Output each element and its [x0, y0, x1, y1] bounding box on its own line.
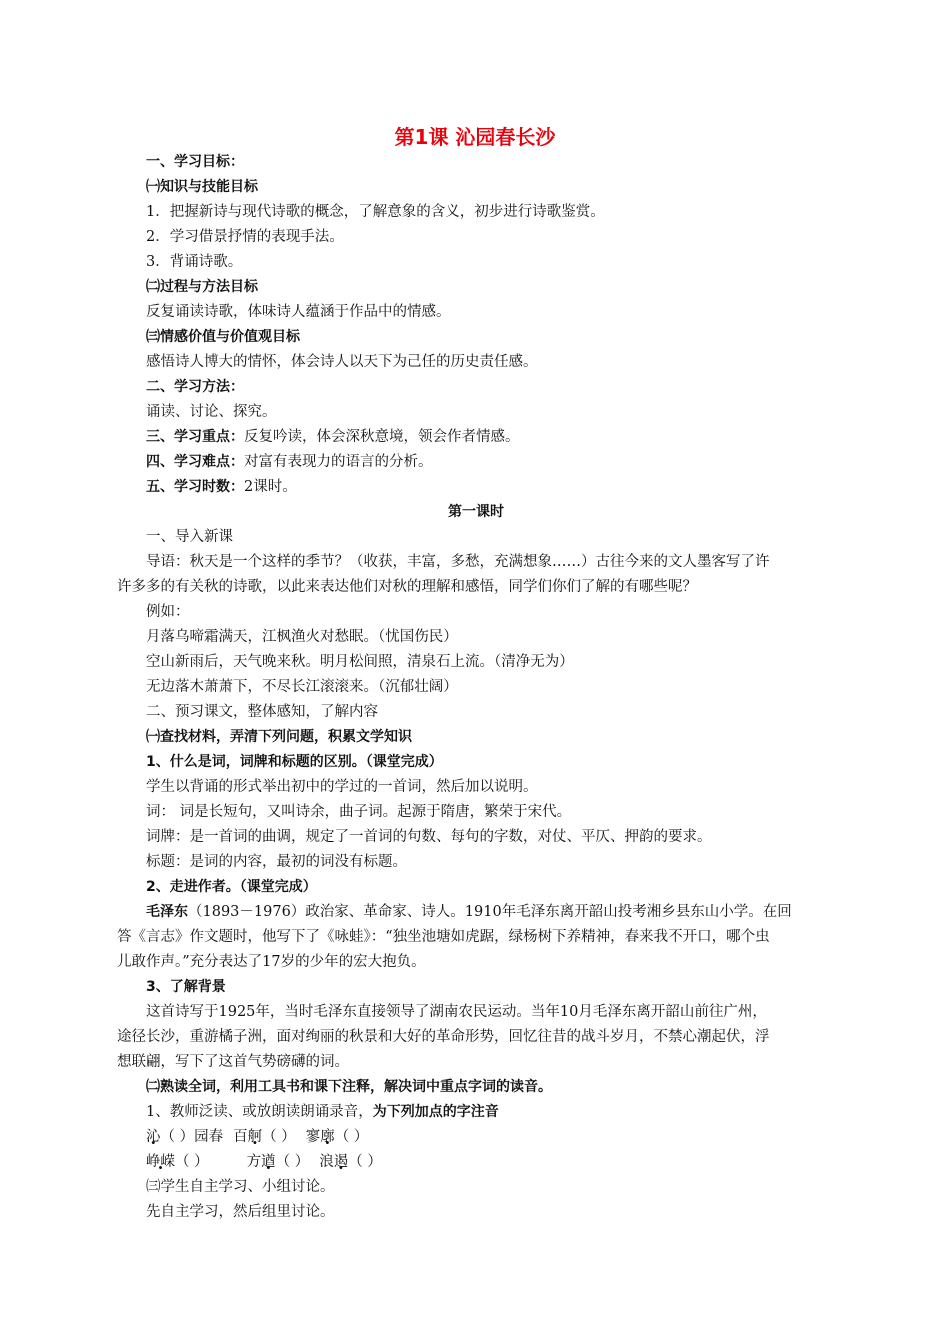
text-line: 一、导入新课 [146, 529, 233, 545]
poem-line: 空山新雨后，天气晚来秋。明月松间照，清泉石上流。（清净无为） [146, 654, 574, 670]
dotted-char: 沁 [146, 1129, 161, 1145]
text-line: 导语：秋天是一个这样的季节？（收获，丰富，多愁，充满想象……）古往今来的文人墨客写了许 [146, 554, 770, 570]
subsection-heading: ㈡熟读全词，利用工具书和课下注释，解决词中重点字词的读音。 [146, 1079, 552, 1095]
blank-paren: （ ） [175, 1154, 209, 1170]
subsection-heading: 3、了解背景 [146, 979, 226, 995]
text-line: ㈢学生自主学习、小组讨论。 [146, 1179, 335, 1195]
blank-paren: （ ） [262, 1129, 296, 1145]
section-heading: 二、学习方法： [146, 379, 244, 395]
dotted-char: 峥嵘 [146, 1154, 175, 1170]
text-line: 3．背诵诗歌。 [146, 254, 243, 270]
text-line: 答《言志》作文题时，他写下了《咏蛙》：“独坐池塘如虎踞，绿杨树下养精神，春来我不开口，哪个虫 [117, 929, 770, 945]
document-body [117, 150, 846, 1225]
text-line [146, 475, 846, 500]
author-name: 毛泽东 [146, 904, 188, 920]
text-line: 儿敢作声。”充分表达了17岁的少年的宏大抱负。 [117, 954, 426, 970]
section-heading: 一、学习目标： [146, 154, 244, 170]
text-span: 寥 [305, 1129, 321, 1145]
section-heading: 五、学习时数： [146, 479, 244, 495]
pinyin-row-2 [146, 1150, 846, 1175]
background-paragraph [117, 1000, 846, 1075]
text-span: 1、教师泛读、或放朗读朗诵录音， [146, 1104, 373, 1120]
poem-line: 月落乌啼霜满天，江枫渔火对愁眠。（忧国伤民） [146, 629, 458, 645]
section-heading: 四、学习难点： [146, 454, 244, 470]
text-line: 感悟诗人博大的情怀，体会诗人以天下为己任的历史责任感。 [146, 354, 538, 370]
text-line [146, 425, 846, 450]
text-line: 1．把握新诗与现代诗歌的概念，了解意象的含义，初步进行诗歌鉴赏。 [146, 204, 605, 220]
text-line: 2．学习借景抒情的表现手法。 [146, 229, 344, 245]
blank-paren: （ ） [275, 1154, 310, 1170]
author-paragraph [117, 900, 846, 975]
text-span: 2课时。 [244, 479, 297, 495]
pinyin-row-1 [146, 1125, 846, 1150]
blank-paren: （ ） [348, 1154, 382, 1170]
subsection-heading: ㈠查找材料，弄清下列问题，积累文学知识 [146, 729, 412, 745]
text-line: 许多多的有关秋的诗歌，以此来表达他们对秋的理解和感悟，同学们你们了解的有哪些呢？ [117, 579, 697, 595]
dotted-char: 廓 [320, 1129, 335, 1145]
subsection-heading: ㈢情感价值与价值观目标 [146, 329, 300, 345]
subsection-heading: ㈠知识与技能目标 [146, 179, 258, 195]
text-line: 学生以背诵的形式举出初中的学过的一首词，然后加以说明。 [146, 779, 538, 795]
subsection-heading: 2、走进作者。（课堂完成） [146, 879, 317, 895]
text-line: 词： 词是长短句，又叫诗余，曲子词。起源于隋唐，繁荣于宋代。 [146, 804, 572, 820]
subsection-heading: ㈡过程与方法目标 [146, 279, 258, 295]
text-line: 想联翩，写下了这首气势磅礴的词。 [117, 1054, 349, 1070]
text-line: 途径长沙，重游橘子洲，面对绚丽的秋景和大好的革命形势，回忆往昔的战斗岁月，不禁心潮起伏，浮 [117, 1029, 770, 1045]
page-title: 第1课 沁园春长沙 [394, 125, 556, 149]
subsection-heading: 1、什么是词，词牌和标题的区别。（课堂完成） [146, 754, 443, 770]
text-span: 方 [246, 1154, 262, 1170]
text-line: 这首诗写于1925年，当时毛泽东直接领导了湖南农民运动。当年10月毛泽东离开韶山前往广州， [146, 1004, 767, 1020]
text-span: 反复吟读，体会深秋意境，领会作者情感。 [244, 429, 520, 445]
text-line: 词牌：是一首词的曲调，规定了一首词的句数、每句的字数，对仗、平仄、押韵的要求。 [146, 829, 712, 845]
text-line: 二、预习课文，整体感知，了解内容 [146, 704, 378, 720]
text-span: 对富有表现力的语言的分析。 [244, 454, 433, 470]
text-span: 浪 [319, 1154, 334, 1170]
text-line: 例如： [146, 604, 190, 620]
dotted-char: 遏 [333, 1154, 349, 1170]
poem-line: 无边落木萧萧下，不尽长江滚滚来。（沉郁壮阔） [146, 679, 458, 695]
text-line [146, 450, 846, 475]
dotted-char: 舸 [247, 1129, 263, 1145]
text-line: 标题：是词的内容，最初的词没有标题。 [146, 854, 407, 870]
section-heading: 三、学习重点： [146, 429, 244, 445]
text-line: 毛泽东（1893－1976）政治家、革命家、诗人。1910年毛泽东离开韶山投考湘乡县东山小学。在回 [146, 904, 792, 920]
blank-paren: （ ） [334, 1129, 369, 1145]
intro-paragraph [117, 550, 846, 600]
text-line: 反复诵读诗歌，体味诗人蕴涵于作品中的情感。 [146, 304, 451, 320]
blank-paren: （ ）园春 [160, 1129, 224, 1145]
lesson-period-heading: 第一课时 [448, 504, 504, 520]
dotted-char: 遒 [261, 1154, 276, 1170]
instruction-emphasis: 为下列加点的字注音 [372, 1104, 499, 1120]
text-span: 百 [233, 1129, 248, 1145]
text-line: 诵读、讨论、探究。 [146, 404, 277, 420]
text-line: 先自主学习，然后组里讨论。 [146, 1204, 335, 1220]
text-line [146, 1100, 846, 1125]
